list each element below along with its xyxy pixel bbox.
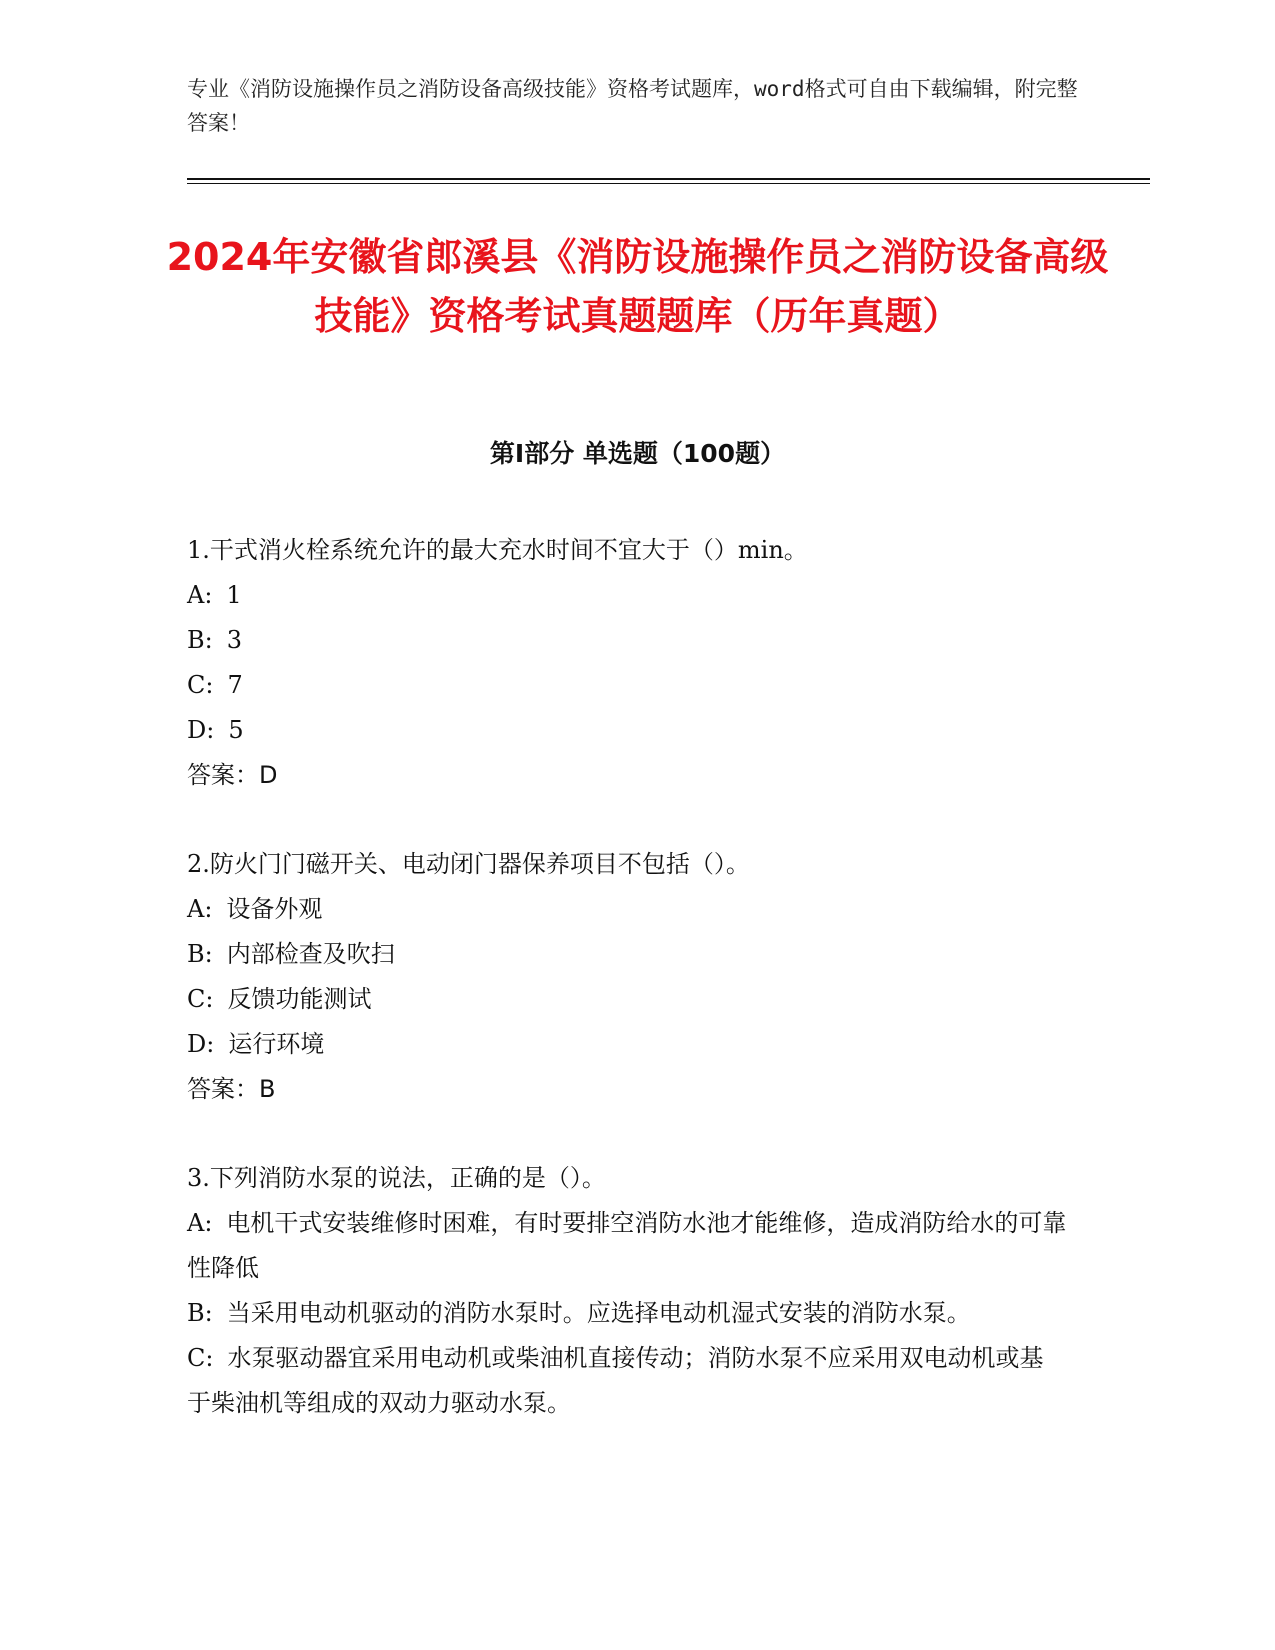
option-b <box>187 618 1067 663</box>
option-text: 设备外观 <box>226 895 323 923</box>
question-3 <box>187 1156 1067 1426</box>
answer: 答案：B <box>187 1075 276 1103</box>
option-text: 反馈功能测试 <box>227 985 372 1013</box>
section-title: 第Ⅰ部分 单选题（100题） <box>489 439 786 468</box>
question-stem: 3.下列消防水泵的说法，正确的是（）。 <box>187 1164 606 1192</box>
question-1 <box>187 528 1067 798</box>
option-c <box>187 663 1067 708</box>
question-list <box>187 528 1067 1470</box>
option-label: A: <box>187 895 213 923</box>
option-text: 内部检查及吹扫 <box>226 940 395 968</box>
option-label: A: <box>187 1209 213 1237</box>
option-text: 5 <box>228 716 244 744</box>
option-b <box>187 932 1067 977</box>
option-a <box>187 573 1067 618</box>
option-label: D: <box>187 716 215 744</box>
option-c <box>187 1336 1067 1426</box>
option-label: C: <box>187 985 214 1013</box>
question-stem: 2.防火门门磁开关、电动闭门器保养项目不包括（）。 <box>187 850 750 878</box>
option-d <box>187 708 1067 753</box>
option-text: 水泵驱动器宜采用电动机或柴油机直接传动；消防水泵不应采用双电动机或基于柴油机等组成的双动力驱动水泵。 <box>187 1344 1044 1417</box>
option-label: B: <box>187 626 213 654</box>
option-text: 7 <box>227 671 243 699</box>
header-rule-thin <box>187 183 1150 184</box>
option-text: 运行环境 <box>228 1030 325 1058</box>
header-rule-thick <box>187 178 1150 180</box>
option-a <box>187 887 1067 932</box>
option-label: C: <box>187 1344 214 1372</box>
option-text: 3 <box>226 626 243 654</box>
answer: 答案：D <box>187 761 278 789</box>
option-d <box>187 1022 1067 1067</box>
question-stem: 1.干式消火栓系统允许的最大充水时间不宜大于（）min。 <box>187 536 808 564</box>
header-note: 专业《消防设施操作员之消防设备高级技能》资格考试题库，word格式可自由下载编辑，附完整答案！ <box>187 77 1078 135</box>
option-text: 当采用电动机驱动的消防水泵时。应选择电动机湿式安装的消防水泵。 <box>226 1299 971 1327</box>
option-label: A: <box>187 581 213 609</box>
option-b <box>187 1291 1067 1336</box>
option-a <box>187 1201 1067 1291</box>
option-label: D: <box>187 1030 215 1058</box>
document-title: 2024年安徽省郎溪县《消防设施操作员之消防设备高级技能》资格考试真题题库（历年真题） <box>166 235 1109 338</box>
option-c <box>187 977 1067 1022</box>
option-text: 1 <box>226 581 242 609</box>
option-label: B: <box>187 940 213 968</box>
option-text: 电机干式安装维修时困难，有时要排空消防水池才能维修，造成消防给水的可靠性降低 <box>187 1209 1067 1282</box>
question-2 <box>187 842 1067 1112</box>
option-label: C: <box>187 671 214 699</box>
option-label: B: <box>187 1299 213 1327</box>
